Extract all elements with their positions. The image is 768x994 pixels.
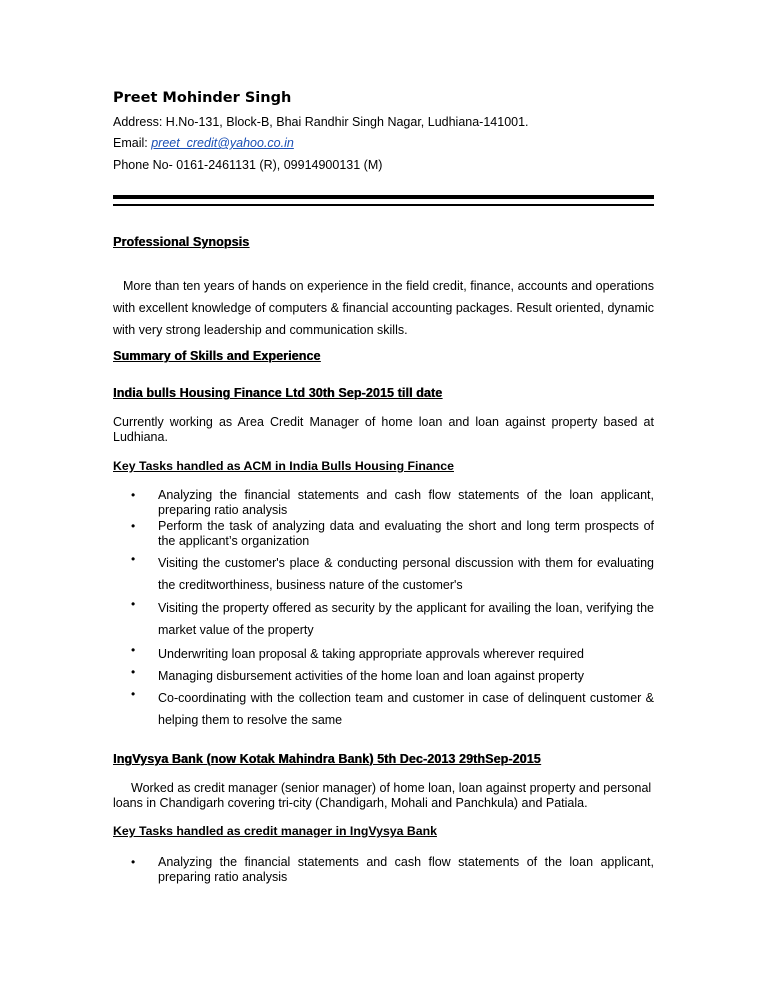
summary-heading: Summary of Skills and Experience	[113, 349, 321, 363]
synopsis-heading: Professional Synopsis	[113, 235, 250, 249]
job-description-indiabulls: Currently working as Area Credit Manager of home loan and loan against property based at Ludhiana.	[113, 415, 654, 444]
task-item: Managing disbursement activities of the home loan and loan against property	[158, 669, 584, 683]
bullet-icon: •	[131, 597, 136, 611]
bullet-icon: •	[131, 643, 136, 657]
bullet-icon: •	[131, 552, 136, 566]
task-item: Visiting the property offered as security by the applicant for availing the loan, verifying the market value of the property	[158, 601, 654, 637]
job-description-ingvysya: Worked as credit manager (senior manager) of home loan, loan against property and personal loans in Chandigarh covering tri-city (Chandigarh, Mohali and Panchkula) and Patiala.	[113, 781, 652, 810]
header-divider-thin	[113, 204, 654, 206]
email-label: Email:	[113, 136, 152, 150]
bullet-icon: •	[131, 488, 136, 502]
header-divider-thick	[113, 195, 654, 199]
task-item: Analyzing the financial statements and cash flow statements of the loan applicant, preparing ratio analysis	[158, 855, 654, 884]
tasks-heading-ingvysya: Key Tasks handled as credit manager in IngVysya Bank	[113, 824, 437, 838]
address-line: Address: H.No-131, Block-B, Bhai Randhir Singh Nagar, Ludhiana-141001.	[113, 115, 529, 129]
task-item: Visiting the customer's place & conducting personal discussion with them for evaluating the creditworthiness, business nature of the customer's	[158, 556, 654, 592]
email-line	[113, 136, 294, 151]
tasks-heading-indiabulls: Key Tasks handled as ACM in India Bulls Housing Finance	[113, 459, 454, 473]
phone-line: Phone No- 0161-2461131 (R), 09914900131 (M)	[113, 158, 383, 172]
job-heading-indiabulls: India bulls Housing Finance Ltd 30th Sep-2015 till date	[113, 386, 443, 400]
task-item: Perform the task of analyzing data and evaluating the short and long term prospects of the applicant’s organization	[158, 519, 654, 548]
candidate-name: Preet Mohinder Singh	[113, 90, 292, 106]
task-item: Co-coordinating with the collection team and customer in case of delinquent customer & helping them to resolve the same	[158, 691, 654, 727]
task-item: Analyzing the financial statements and cash flow statements of the loan applicant, preparing ratio analysis	[158, 488, 654, 517]
bullet-icon: •	[131, 855, 136, 869]
task-item: Underwriting loan proposal & taking appropriate approvals wherever required	[158, 647, 584, 661]
email-link[interactable]: preet_credit@yahoo.co.in	[151, 136, 294, 150]
job-heading-ingvysya: IngVysya Bank (now Kotak Mahindra Bank) 5th Dec-2013 29thSep-2015	[113, 752, 541, 766]
bullet-icon: •	[131, 687, 136, 701]
bullet-icon: •	[131, 665, 136, 679]
synopsis-text: More than ten years of hands on experience in the field credit, finance, accounts and operations with excellent knowledge of computers & financial accounting packages. Result oriented, dynamic with very strong leadership and communication skills.	[113, 279, 654, 337]
bullet-icon: •	[131, 519, 136, 533]
